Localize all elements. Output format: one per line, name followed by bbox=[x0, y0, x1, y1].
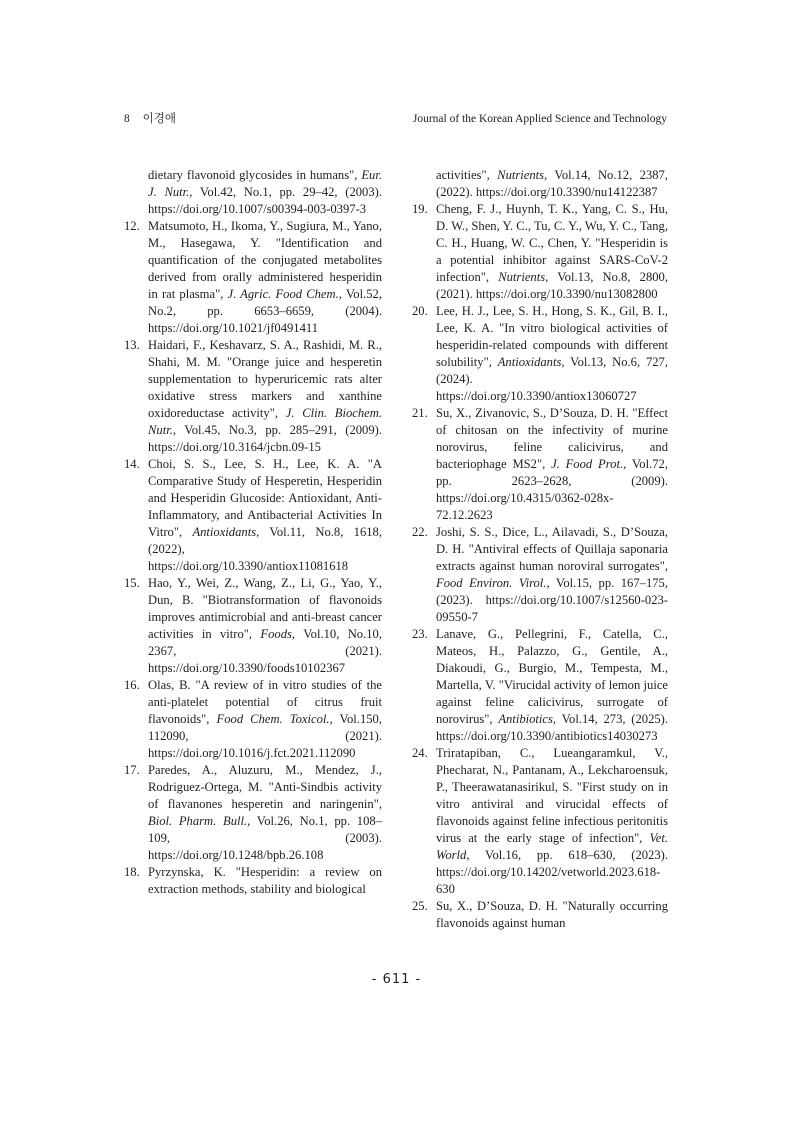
header-journal-title: Journal of the Korean Applied Science and Technology bbox=[412, 113, 667, 125]
reference-item bbox=[412, 626, 668, 745]
reference-number: 13. bbox=[124, 338, 140, 352]
header-left bbox=[124, 110, 176, 128]
reference-text: , Vol.13, No.8, 2800, (2021). https://doi.org/10.3390/nu13082800 bbox=[436, 270, 668, 301]
reference-text: Triratapiban, C., Lueangaramkul, V., Phecharat, N., Pantanam, A., Lekcharoensuk, P., Theerawatanasirikul, S. "First study on in vitro antiviral and virucidal effects of flavonoids against feline infectious peritonitis virus at the early stage of infection", bbox=[436, 746, 668, 845]
reference-text: Lee, H. J., Lee, S. H., Hong, S. K., Gil, B. I., Lee, K. A. "In vitro biological activities of hesperidin-related compounds with different solubility", bbox=[436, 304, 668, 369]
header-page-number: 8 bbox=[124, 113, 130, 125]
reference-number: 17. bbox=[124, 763, 140, 777]
reference-number: 18. bbox=[124, 865, 140, 879]
journal-name: Vet. World bbox=[436, 831, 668, 862]
journal-name: Food Environ. Virol. bbox=[436, 576, 547, 590]
reference-item bbox=[412, 898, 668, 932]
journal-name: Antioxidants bbox=[192, 525, 257, 539]
reference-item bbox=[124, 677, 382, 762]
reference-text: dietary flavonoid glycosides in humans", bbox=[148, 168, 362, 182]
reference-text: Lanave, G., Pellegrini, F., Catella, C., Mateos, H., Palazzo, G., Gentile, A., Diakoudi, G., Burgio, M., Tempesta, M., Martella, V. "Virucidal activity of lemon juice against feline calicivirus, surrogate of norovirus", bbox=[436, 627, 668, 726]
references-left-column bbox=[124, 167, 382, 898]
reference-text: Matsumoto, H., Ikoma, Y., Sugiura, M., Yano, M., Hasegawa, Y. "Identification and quantification of the conjugated metabolites derived from orally administered hesperidin in rat plasma", bbox=[148, 219, 382, 301]
reference-text: , Vol.150, 112090, (2021). https://doi.org/10.1016/j.fct.2021.112090 bbox=[148, 712, 382, 760]
reference-text: Paredes, A., Aluzuru, M., Mendez, J., Rodriguez-Ortega, M. "Anti-Sindbis activity of flavanones hesperetin and naringenin", bbox=[148, 763, 382, 811]
reference-text: , Vol.13, No.6, 727, (2024). https://doi.org/10.3390/antiox13060727 bbox=[436, 355, 668, 403]
reference-text: Su, X., Zivanovic, S., D’Souza, D. H. "Effect of chitosan on the infectivity of murine norovirus, feline calicivirus, and bacteriophage MS2", bbox=[436, 406, 668, 471]
header-author: 이경애 bbox=[142, 113, 176, 125]
journal-name: J. Food Prot. bbox=[551, 457, 624, 471]
reference-number: 22. bbox=[412, 525, 428, 539]
journal-name: Eur. J. Nutr. bbox=[148, 168, 382, 199]
page-footer-number: - 611 - bbox=[371, 972, 422, 987]
journal-name: Foods bbox=[260, 627, 292, 641]
running-header bbox=[124, 110, 667, 128]
reference-text: , Vol.15, pp. 167–175, (2023). https://doi.org/10.1007/s12560-023-09550-7 bbox=[436, 576, 668, 624]
references-right-column bbox=[412, 167, 668, 932]
reference-number: 23. bbox=[412, 627, 428, 641]
reference-number: 12. bbox=[124, 219, 140, 233]
reference-text: Joshi, S. S., Dice, L., Ailavadi, S., D’Souza, D. H. "Antiviral effects of Quillaja saponaria extracts against human noroviral surrogates", bbox=[436, 525, 668, 573]
reference-number: 16. bbox=[124, 678, 140, 692]
reference-number: 20. bbox=[412, 304, 428, 318]
reference-text: Pyrzynska, K. "Hesperidin: a review on extraction methods, stability and biological bbox=[148, 865, 382, 896]
reference-text: Haidari, F., Keshavarz, S. A., Rashidi, M. R., Shahi, M. M. "Orange juice and hesperetin supplementation to hyperuricemic rats alter oxidative stress markers and xanthine oxidoreductase activity", bbox=[148, 338, 382, 420]
reference-text: , Vol.26, No.1, pp. 108–109, (2003). https://doi.org/10.1248/bpb.26.108 bbox=[148, 814, 382, 862]
reference-text: activities", bbox=[436, 168, 498, 182]
reference-text: , Vol.42, No.1, pp. 29–42, (2003). https://doi.org/10.1007/s00394-003-0397-3 bbox=[148, 185, 382, 216]
reference-text: Hao, Y., Wei, Z., Wang, Z., Li, G., Yao, Y., Dun, B. "Biotransformation of flavonoids improves antimicrobial and anti-breast cancer activities in vitro", bbox=[148, 576, 382, 641]
journal-name: Food Chem. Toxicol. bbox=[216, 712, 330, 726]
reference-number: 24. bbox=[412, 746, 428, 760]
journal-name: Nutrients bbox=[498, 270, 546, 284]
reference-item bbox=[412, 405, 668, 524]
journal-name: J. Agric. Food Chem. bbox=[227, 287, 339, 301]
reference-item bbox=[124, 167, 382, 218]
reference-text: Su, X., D’Souza, D. H. "Naturally occurring flavonoids against human bbox=[436, 899, 668, 930]
reference-item bbox=[124, 575, 382, 677]
reference-item bbox=[124, 456, 382, 575]
reference-number: 21. bbox=[412, 406, 428, 420]
journal-name: Antibiotics, bbox=[498, 712, 557, 726]
reference-item bbox=[124, 762, 382, 864]
reference-text: Choi, S. S., Lee, S. H., Lee, K. A. "A Comparative Study of Hesperetin, Hesperidin and Hesperidin Glucoside: Antioxidant, Anti-Inflammatory, and Antibacterial Activities In Vitro", bbox=[148, 457, 382, 539]
reference-text: , Vol.11, No.8, 1618, (2022), https://doi.org/10.3390/antiox11081618 bbox=[148, 525, 382, 573]
reference-item bbox=[412, 167, 668, 201]
reference-item bbox=[124, 864, 382, 898]
reference-text: , Vol.14, No.12, 2387, (2022). https://doi.org/10.3390/nu14122387 bbox=[436, 168, 668, 199]
reference-item bbox=[412, 201, 668, 303]
reference-text: , Vol.72, pp. 2623–2628, (2009). https://doi.org/10.4315/0362-028x-72.12.2623 bbox=[436, 457, 668, 522]
reference-text: Vol.14, 273, (2025). https://doi.org/10.3390/antibiotics14030273 bbox=[436, 712, 669, 743]
reference-item bbox=[412, 524, 668, 626]
reference-item bbox=[412, 303, 668, 405]
reference-text: Cheng, F. J., Huynh, T. K., Yang, C. S., Hu, D. W., Shen, Y. C., Tu, C. Y., Wu, Y. C., Tang, C. H., Huang, W. C., Chen, Y. "Hesperidin is a potential inhibitor against SARS-CoV-2 infection", bbox=[436, 202, 668, 284]
reference-text: , Vol.52, No.2, pp. 6653–6659, (2004). https://doi.org/10.1021/jf0491411 bbox=[148, 287, 382, 335]
journal-name: J. Clin. Biochem. Nutr. bbox=[148, 406, 382, 437]
reference-number: 15. bbox=[124, 576, 140, 590]
journal-name: Biol. Pharm. Bull. bbox=[148, 814, 248, 828]
reference-number: 19. bbox=[412, 202, 428, 216]
reference-text: Olas, B. "A review of in vitro studies of the anti-platelet potential of citrus fruit flavonoids", bbox=[148, 678, 382, 726]
reference-text: , Vol.10, No.10, 2367, (2021). https://doi.org/10.3390/foods10102367 bbox=[148, 627, 382, 675]
journal-name: Nutrients bbox=[497, 168, 545, 182]
reference-item bbox=[124, 218, 382, 337]
reference-number: 14. bbox=[124, 457, 140, 471]
reference-text: , Vol.45, No.3, pp. 285–291, (2009). https://doi.org/10.3164/jcbn.09-15 bbox=[148, 423, 382, 454]
reference-text: , Vol.16, pp. 618–630, (2023). https://doi.org/10.14202/vetworld.2023.618-630 bbox=[436, 848, 668, 896]
journal-name: Antioxidants bbox=[497, 355, 562, 369]
reference-item bbox=[124, 337, 382, 456]
reference-item bbox=[412, 745, 668, 898]
reference-number: 25. bbox=[412, 899, 428, 913]
